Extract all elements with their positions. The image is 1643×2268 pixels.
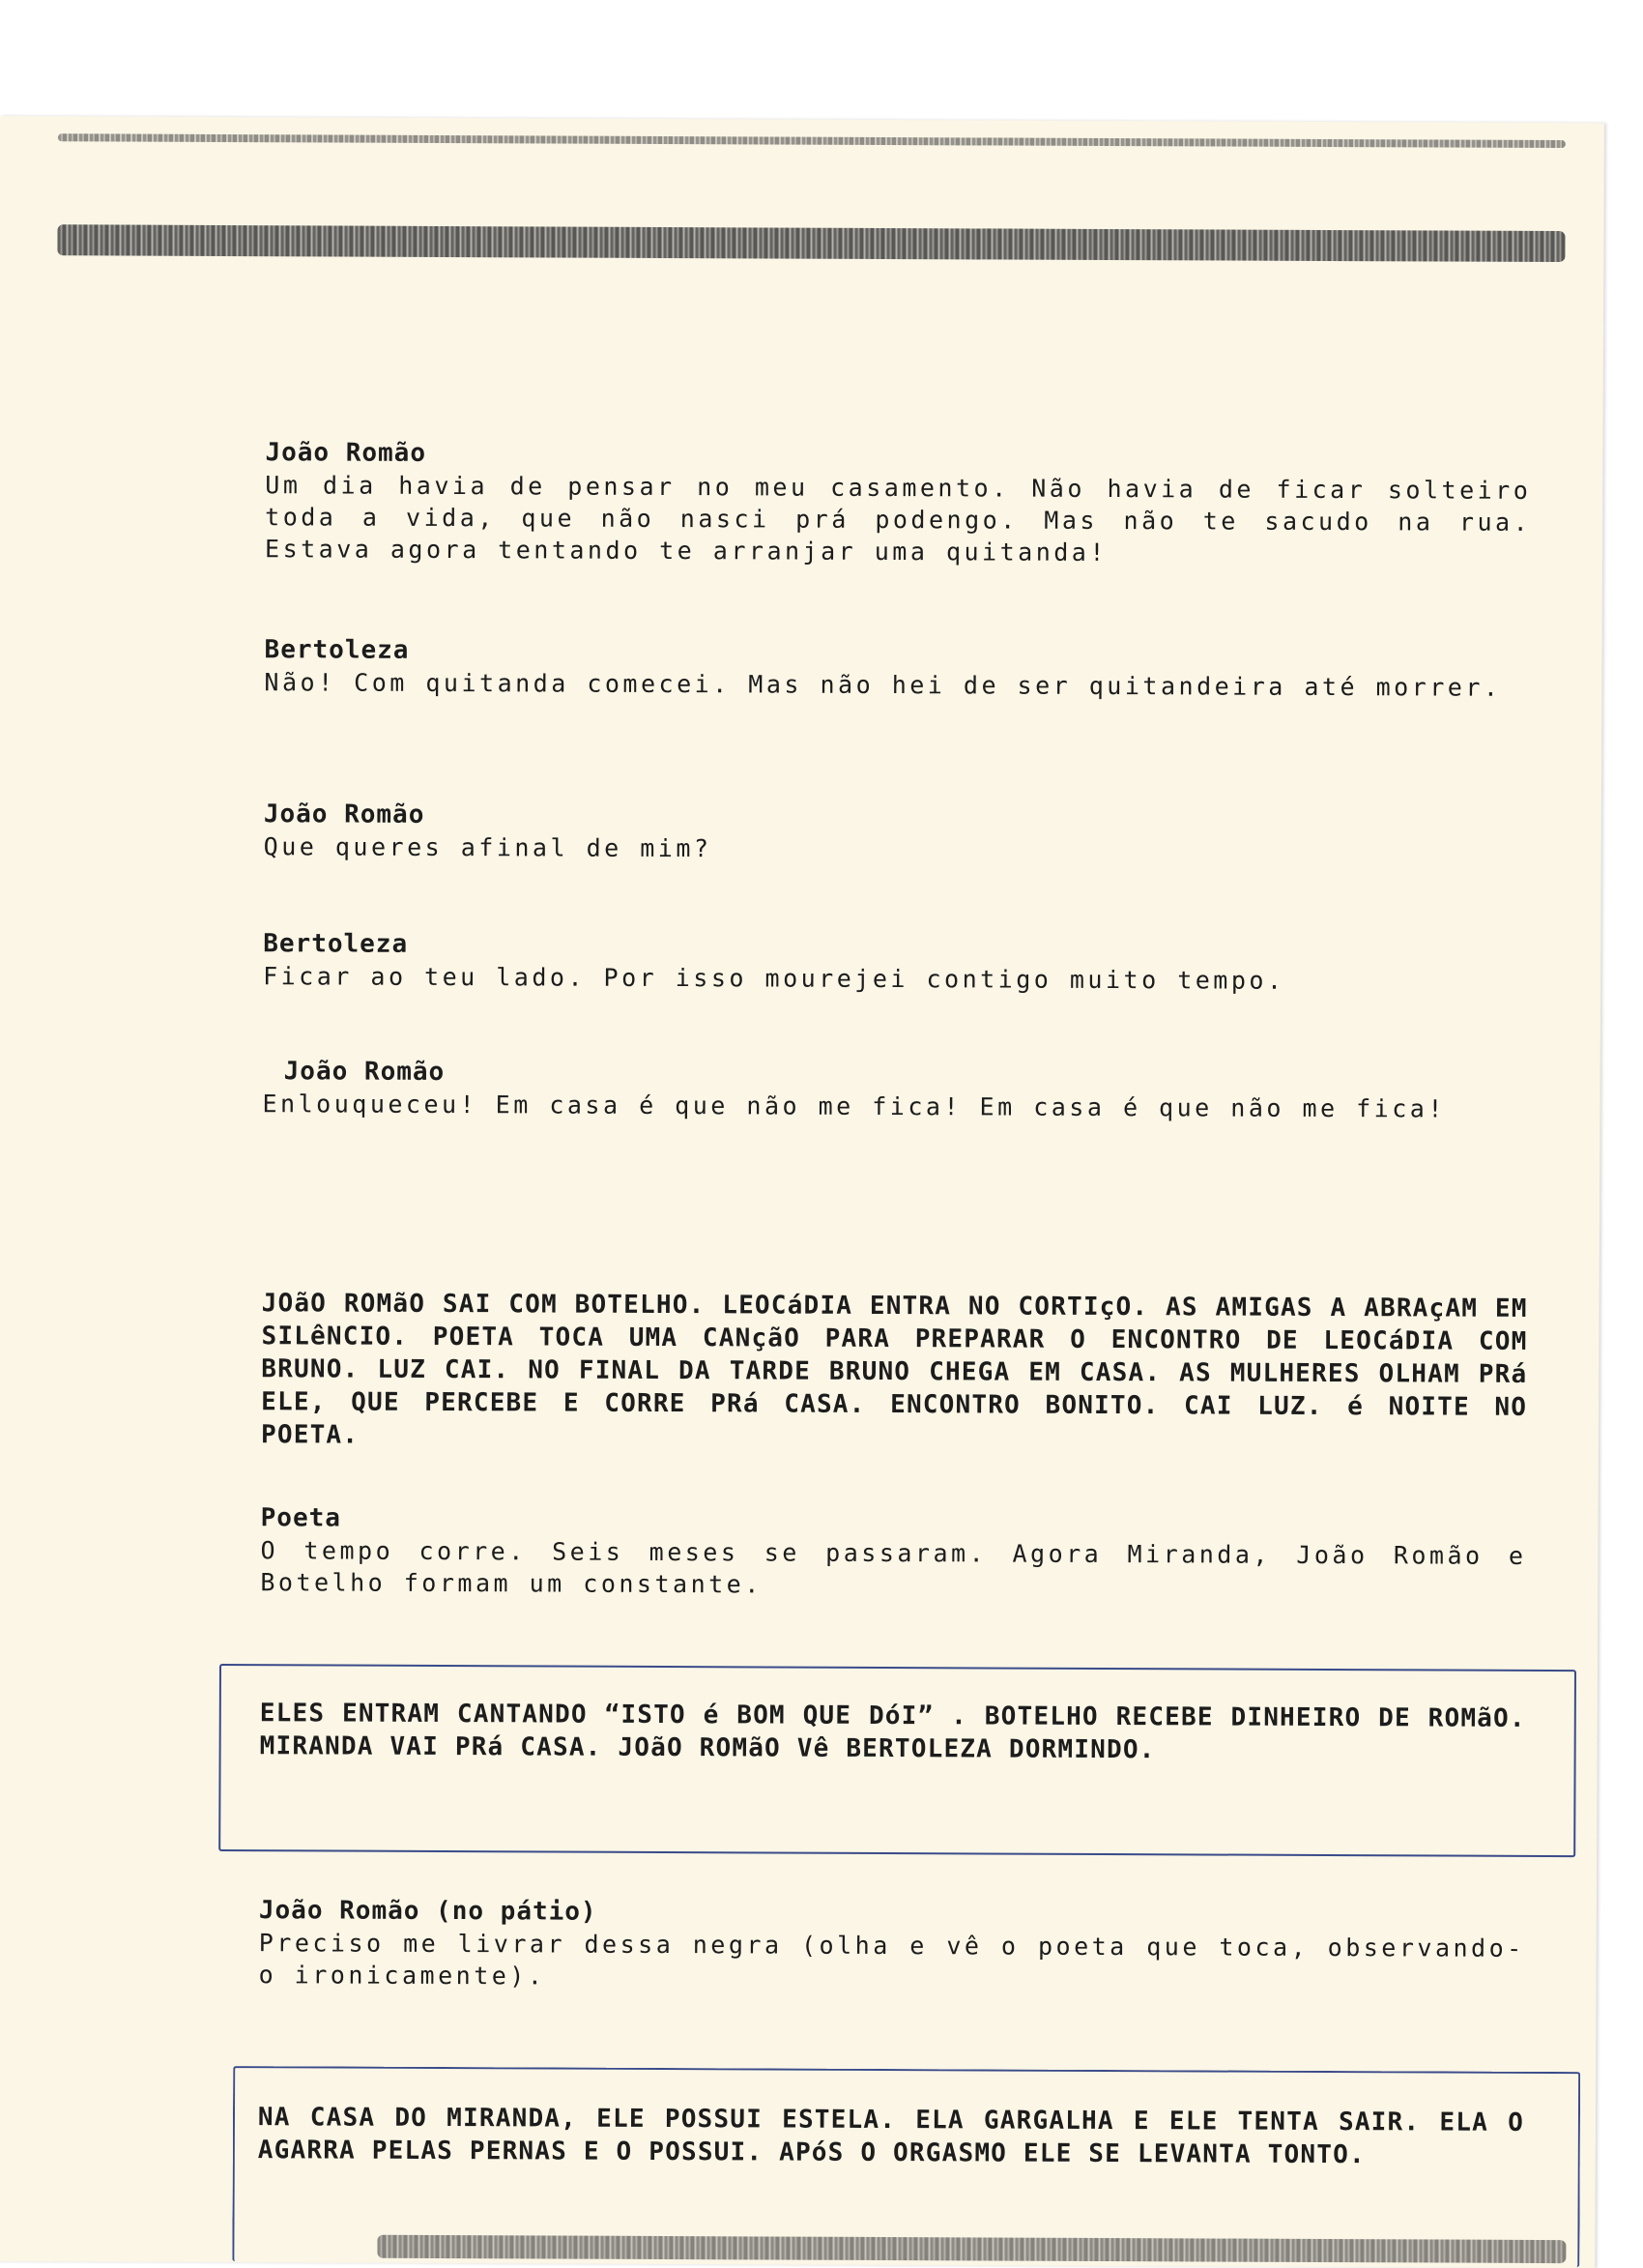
toner-smudge — [58, 133, 1566, 148]
speaker-name: Bertoleza — [264, 635, 410, 665]
dialogue-block — [264, 635, 1530, 704]
dialogue-block — [262, 1057, 1528, 1125]
toner-smudge — [57, 224, 1565, 262]
dialogue-block — [259, 1896, 1525, 1996]
dialogue-block — [264, 800, 1530, 868]
speaker-name: João Romão (no pátio) — [258, 1896, 597, 1927]
dialogue-block — [265, 438, 1532, 570]
dialogue-line: Enlouqueceu! Em casa é que não me fica! Em casa é que não me fica! — [262, 1090, 1446, 1123]
speaker-name: Bertoleza — [263, 929, 409, 959]
dialogue-block — [260, 1503, 1526, 1604]
speaker-name: João Romão — [263, 800, 425, 829]
stage-direction-text: ELES ENTRAM CANTANDO “ISTO é BOM QUE DóI” . BOTELHO RECEBE DINHEIRO DE ROMãO. MIRANDA VAI PRá CASA. JOãO ROMãO Vê BERTOLEZA DORMINDO. — [259, 1699, 1526, 1765]
dialogue-line: Preciso me livrar dessa negra (olha e vê o poeta que toca, observando-o ironicamente). — [258, 1929, 1525, 1991]
dialogue-line: Não! Com quitanda comecei. Mas não hei de ser quitandeira até morrer. — [264, 668, 1502, 702]
stage-direction — [261, 1287, 1528, 1457]
script-page — [0, 116, 1604, 2268]
dialogue-line: Um dia havia de pensar no meu casamento. Não havia de ficar solteiro toda a vida, que não nasci prá podengo. Mas não te sacudo na rua. Estava agora tentando te arranjar uma quitanda! — [264, 471, 1532, 567]
dialogue-line: Ficar ao teu lado. Por isso mourejei contigo muito tempo. — [263, 962, 1285, 995]
stage-direction-text: JOãO ROMãO SAI COM BOTELHO. LEOCáDIA ENTRA NO CORTIçO. AS AMIGAS A ABRAçAM EM SILêNCIO. POETA TOCA UMA CANçãO PARA PREPARAR O ENCONTRO DE LEOCáDIA COM BRUNO. LUZ CAI. NO FINAL DA TARDE BRUNO CHEGA EM CASA. AS MULHERES OLHAM PRá ELE, QUE PERCEBE E CORRE PRá CASA. ENCONTRO BONITO. CAI LUZ. é NOITE NO POETA. — [260, 1289, 1528, 1450]
speaker-name: João Romão — [265, 438, 427, 468]
speaker-name: João Romão — [283, 1057, 446, 1088]
dialogue-line: O tempo corre. Seis meses se passaram. Agora Miranda, João Romão e Botelho formam um constante. — [260, 1536, 1527, 1599]
dialogue-block — [263, 929, 1529, 998]
stage-direction-text: NA CASA DO MIRANDA, ELE POSSUI ESTELA. ELA GARGALHA E ELE TENTA SAIR. ELA O AGARRA PELAS PERNAS E O POSSUI. APóS O ORGASMO ELE SE LEVANTA TONTO. — [257, 2103, 1525, 2170]
stage-direction — [260, 1697, 1526, 1768]
dialogue-line: Que queres afinal de mim? — [263, 832, 712, 863]
speaker-name: Poeta — [260, 1503, 342, 1533]
stage-direction — [258, 2101, 1524, 2172]
